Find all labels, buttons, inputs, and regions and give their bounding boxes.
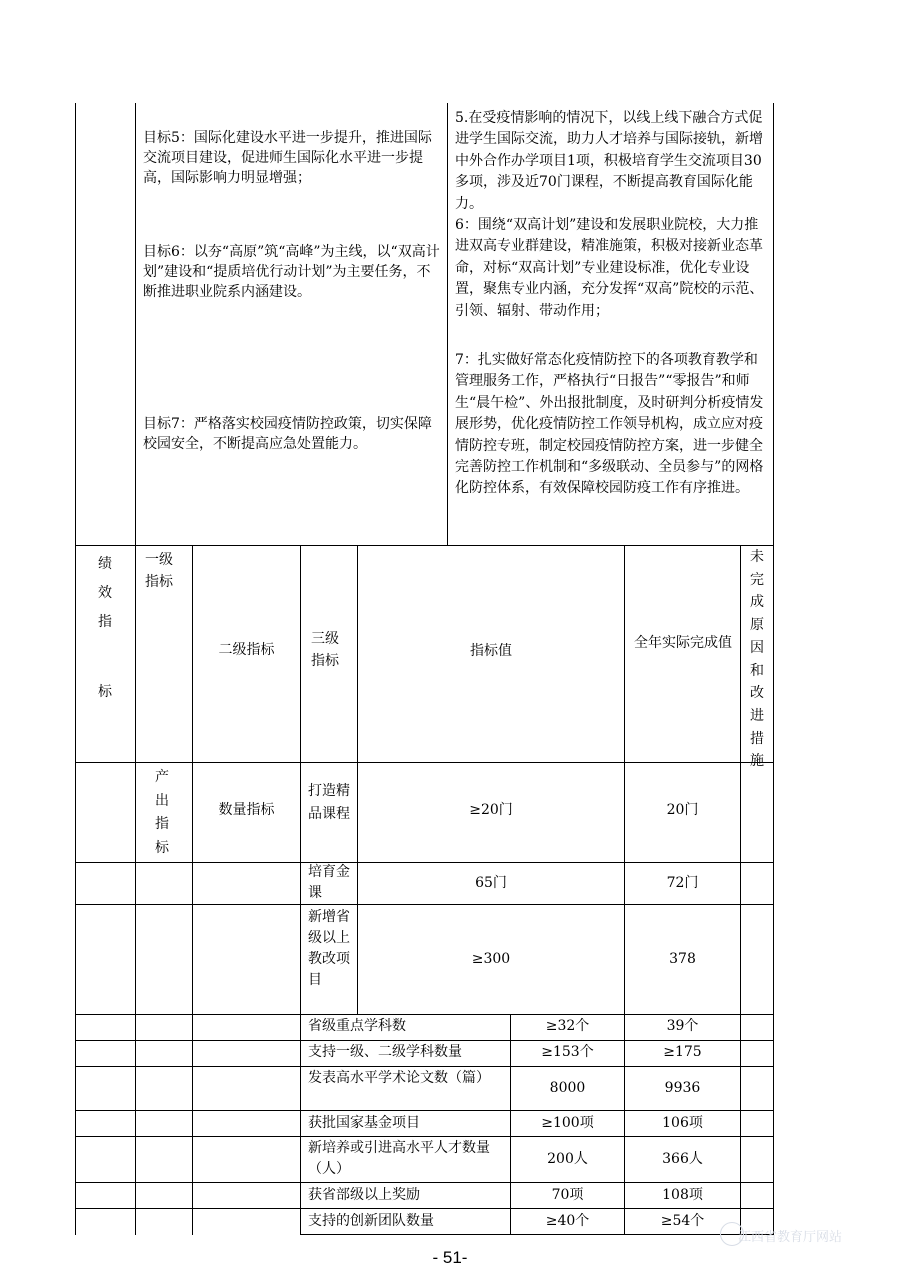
table-row-target: ≥300 xyxy=(471,951,511,967)
table-row-name: 发表高水平学术论文数（篇） xyxy=(308,1070,490,1086)
table-row-name: 获批国家基金项目 xyxy=(308,1115,420,1131)
table-row-line xyxy=(75,1208,773,1209)
table-row-actual: ≥175 xyxy=(663,1044,702,1060)
goal-5-text: 目标5：国际化建设水平进一步提升，推进国际交流项目建设，促进师生国际化水平进一步提高，国际影响力明显增强； xyxy=(143,130,432,186)
table-row-name: 新增省级以上教改项目 xyxy=(308,909,350,988)
table-row-actual: 378 xyxy=(669,951,696,967)
table-row-line xyxy=(75,545,773,546)
table-border-right xyxy=(773,103,774,1235)
table-row-actual: 9936 xyxy=(664,1080,701,1096)
table-row-line xyxy=(75,762,773,763)
table-row-target: 70项 xyxy=(551,1187,584,1203)
header-target: 指标值 xyxy=(470,643,512,659)
table-row-line xyxy=(300,1234,773,1235)
table-row-line xyxy=(75,1136,773,1137)
table-row-target: 200人 xyxy=(547,1151,588,1167)
header-perf-last: 标 xyxy=(98,684,112,700)
header-level2: 二级指标 xyxy=(218,642,275,658)
header-perf-first: 绩 效 指 xyxy=(98,556,112,630)
table-row-line xyxy=(75,1066,773,1067)
table-col-line xyxy=(300,545,301,1235)
goal-7-text: 目标7：严格落实校园疫情防控政策，切实保障校园安全，不断提高应急处置能力。 xyxy=(143,416,432,452)
table-row-actual: ≥54个 xyxy=(660,1213,705,1229)
table-row-target: 8000 xyxy=(549,1080,586,1096)
table-row-line xyxy=(75,1040,773,1041)
watermark-text: 江西省教育厅网站 xyxy=(738,1230,843,1245)
table-row-actual: 39个 xyxy=(666,1018,699,1034)
table-col-line xyxy=(740,545,741,1235)
table-row-name: 获省部级以上奖励 xyxy=(308,1187,420,1203)
table-row-name: 省级重点学科数 xyxy=(308,1018,406,1034)
header-level1: 一级指标 xyxy=(145,552,173,590)
table-row-actual: 108项 xyxy=(662,1187,703,1203)
header-actual: 全年实际完成值 xyxy=(634,635,732,651)
table-row-actual: 20门 xyxy=(666,802,699,818)
header-level3: 三级指标 xyxy=(311,631,339,669)
output-indicator-label: 产出指标 xyxy=(155,769,169,856)
table-row-name: 支持一级、二级学科数量 xyxy=(308,1044,462,1060)
table-col-line xyxy=(357,545,358,1014)
table-row-target: ≥153个 xyxy=(541,1044,594,1060)
page-number: - 51- xyxy=(432,1248,468,1267)
table-row-line xyxy=(75,1014,773,1015)
table-row-line xyxy=(75,862,773,863)
progress-6-text: 6：围绕“双高计划”建设和发展职业院校，大力推进双高专业群建设，精准施策，积极对接新业态革命，对标“双高计划”专业建设标准，优化专业设置，聚焦专业内涵，充分发挥“双高”院校的示范、引领、辐射、带动作用； xyxy=(455,217,764,319)
table-row-target: ≥32个 xyxy=(545,1018,590,1034)
table-row-actual: 106项 xyxy=(662,1115,703,1131)
table-row-actual: 72门 xyxy=(666,875,699,891)
table-row-line xyxy=(75,1182,773,1183)
table-row-name: 培育金课 xyxy=(308,864,350,901)
progress-5-text: 5.在受疫情影响的情况下，以线上线下融合方式促进学生国际交流，助力人才培养与国际接轨，新增中外合作办学项目1项，积极培育学生交流项目30多项，涉及近70门课程，不断提高教育国际化能力。 xyxy=(455,110,763,212)
table-row-line xyxy=(75,1110,773,1111)
table-row-target: ≥20门 xyxy=(469,802,513,818)
table-row-actual: 366人 xyxy=(662,1151,703,1167)
table-col-line xyxy=(447,103,448,546)
progress-7-text: 7：扎实做好常态化疫情防控下的各项教育教学和管理服务工作，严格执行“日报告”“零报告”和师生“晨午检”、外出报批制度，及时研判分析疫情发展形势，优化疫情防控工作领导机构，成立应对疫情防控专班，制定校园疫情防控方案，进一步健全完善防控工作机制和“多级联动、全员参与”的网格化防控体系，有效保障校园防疫工作有序推进。 xyxy=(455,352,764,497)
table-row-name: 新培养或引进高水平人才数量（人） xyxy=(308,1140,490,1177)
quantity-indicator-label: 数量指标 xyxy=(218,802,275,818)
header-reason: 未完成原因和改进措施 xyxy=(750,549,764,770)
table-row-target: ≥100项 xyxy=(541,1115,594,1131)
table-row-line xyxy=(75,904,773,905)
goal-6-text: 目标6：以夯“高原”筑“高峰”为主线，以“双高计划”建设和“提质培优行动计划”为主要任务，不断推进职业院系内涵建设。 xyxy=(143,244,440,300)
table-row-name: 支持的创新团队数量 xyxy=(308,1213,434,1229)
table-row-target: ≥40个 xyxy=(545,1213,590,1229)
table-row-target: 65门 xyxy=(475,875,507,891)
table-row-name: 打造精品课程 xyxy=(308,783,350,822)
